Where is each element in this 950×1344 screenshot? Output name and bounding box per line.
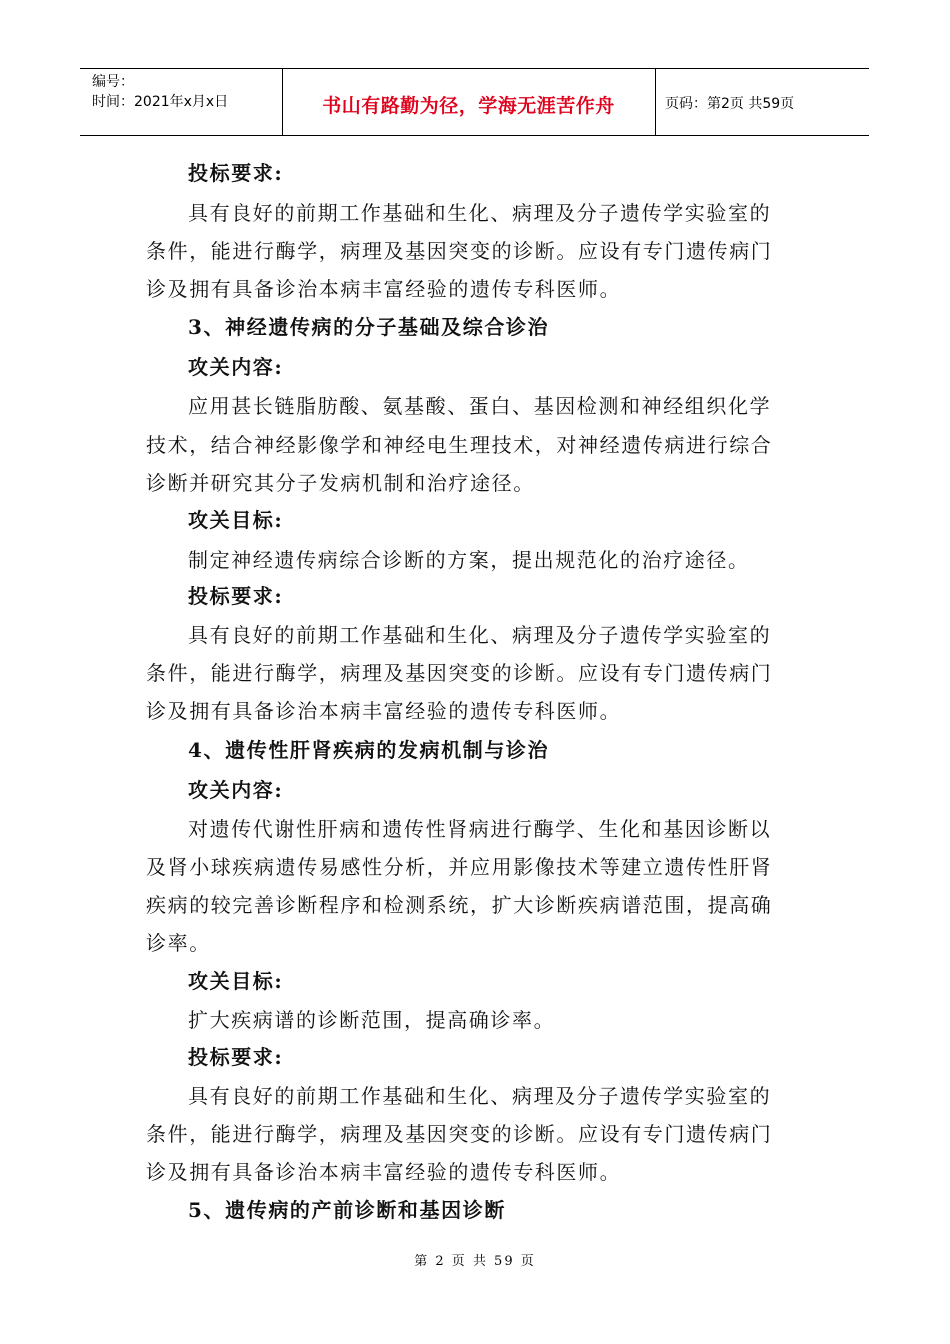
paragraph-line: 诊断并研究其分子发病机制和治疗途径。: [146, 471, 535, 495]
paragraph-line: 疾病的较完善诊断程序和检测系统，扩大诊断疾病谱范围，提高确: [146, 893, 773, 917]
header-motto: 书山有路勤为径，学海无涯苦作舟: [322, 95, 615, 117]
paragraph-line: 条件，能进行酶学，病理及基因突变的诊断。应设有专门遗传病门: [146, 239, 773, 263]
paragraph-line: 诊及拥有具备诊治本病丰富经验的遗传专科医师。: [146, 1160, 622, 1184]
section-heading-5: 5、遗传病的产前诊断和基因诊断: [188, 1198, 506, 1222]
paragraph-line: 应用甚长链脂肪酸、氨基酸、蛋白、基因检测和神经组织化学: [188, 394, 772, 418]
paragraph-line: 具有良好的前期工作基础和生化、病理及分子遗传学实验室的: [188, 1084, 772, 1108]
paragraph-line: 诊及拥有具备诊治本病丰富经验的遗传专科医师。: [146, 699, 622, 723]
header-motto-cell: [282, 69, 656, 135]
paragraph-line: 及肾小球疾病遗传易感性分析，并应用影像技术等建立遗传性肝肾: [146, 855, 773, 879]
header-page-cell: [655, 69, 869, 135]
paragraph-line: 具有良好的前期工作基础和生化、病理及分子遗传学实验室的: [188, 623, 772, 647]
page-footer: 第 2 页 共 59 页: [414, 1254, 536, 1269]
subheading-research-content: 攻关内容:: [188, 355, 284, 379]
header-meta-cell: [80, 69, 283, 135]
subheading-bid-requirements: 投标要求:: [188, 584, 284, 608]
subheading-bid-requirements: 投标要求:: [188, 161, 284, 185]
paragraph-line: 诊及拥有具备诊治本病丰富经验的遗传专科医师。: [146, 277, 622, 301]
header-page-info: 页码：第2页 共59页: [665, 96, 795, 112]
paragraph-line: 诊率。: [146, 931, 211, 955]
section-heading-3: 3、神经遗传病的分子基础及综合诊治: [188, 315, 550, 339]
paragraph-line: 具有良好的前期工作基础和生化、病理及分子遗传学实验室的: [188, 201, 772, 225]
paragraph-line: 条件，能进行酶学，病理及基因突变的诊断。应设有专门遗传病门: [146, 661, 773, 685]
paragraph-line: 条件，能进行酶学，病理及基因突变的诊断。应设有专门遗传病门: [146, 1122, 773, 1146]
paragraph-line: 制定神经遗传病综合诊断的方案，提出规范化的治疗途径。: [188, 548, 750, 572]
page-header: [80, 68, 869, 136]
subheading-research-goal: 攻关目标:: [188, 969, 284, 993]
paragraph-line: 扩大疾病谱的诊断范围，提高确诊率。: [188, 1008, 556, 1032]
document-number-label: 编号：: [92, 74, 134, 90]
subheading-research-goal: 攻关目标:: [188, 508, 284, 532]
subheading-research-content: 攻关内容:: [188, 778, 284, 802]
section-heading-4: 4、遗传性肝肾疾病的发病机制与诊治: [188, 738, 550, 762]
document-date-label: 时间：2021年x月x日: [92, 94, 229, 110]
paragraph-line: 对遗传代谢性肝病和遗传性肾病进行酶学、生化和基因诊断以: [188, 817, 772, 841]
subheading-bid-requirements: 投标要求:: [188, 1045, 284, 1069]
paragraph-line: 技术，结合神经影像学和神经电生理技术，对神经遗传病进行综合: [146, 433, 773, 457]
